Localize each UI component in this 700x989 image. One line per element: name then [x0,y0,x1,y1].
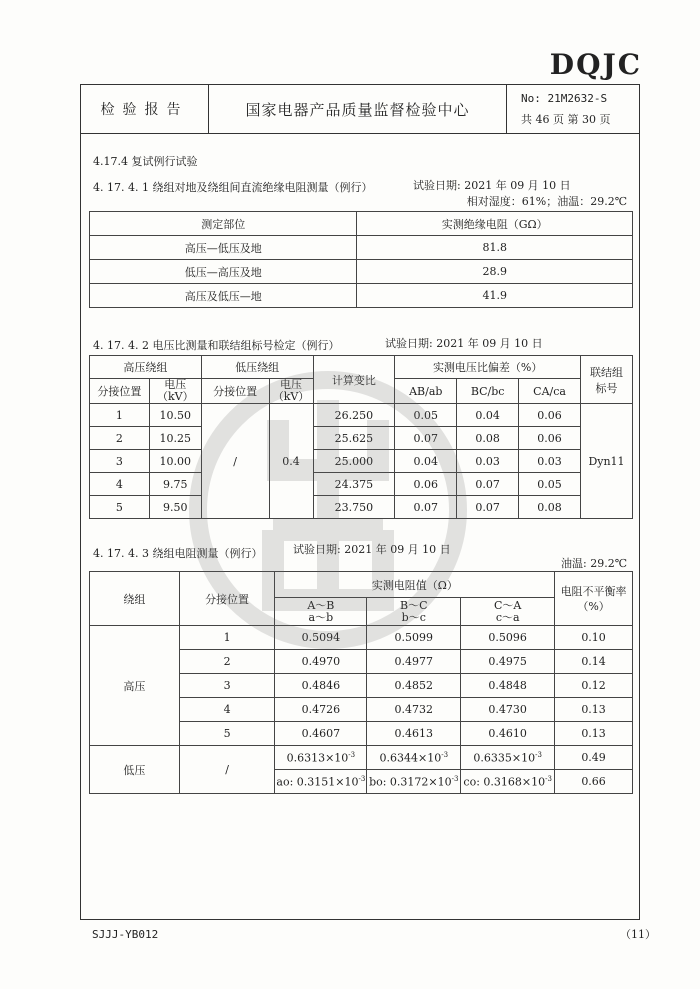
cell-volt: 9.50 [149,496,201,519]
form-number: SJJJ-YB012 [92,928,159,941]
cell-ratio: 24.375 [313,473,395,496]
cell-unbalance: 0.12 [555,674,633,698]
hv-volt-header: 电压 （kV） [149,379,201,404]
cell-unbalance: 0.49 [555,746,633,770]
cell-volt: 10.00 [149,450,201,473]
value-text: 0.6313×10 [286,751,349,765]
brand-logo-text: DQJC [549,48,642,81]
section-title: 4.17.4 复试例行试验 [93,155,198,168]
cell-ab: 0.5094 [275,626,367,650]
table-row [90,746,633,770]
cell-bc: 0.4732 [367,698,461,722]
table-row [90,427,633,450]
hv-winding-header: 高压绕组 [90,356,202,379]
s3-date: 试验日期: 2021 年 09 月 10 日 [293,543,451,556]
cell-ratio: 26.250 [313,404,395,427]
page-number: （11） [620,928,656,941]
cell-ca: 0.4848 [461,674,555,698]
value-text: 0.6344×10 [379,751,442,765]
cell-ab: 0.4726 [275,698,367,722]
cell-ratio: 25.625 [313,427,395,450]
ratio-table [89,355,633,519]
cell-unbalance: 0.13 [555,722,633,746]
cell-ca: 0.4975 [461,650,555,674]
report-number: No: 21M2632-S [521,91,608,105]
col-header-part: 测定部位 [90,212,357,236]
cell-ca: 0.06 [519,427,581,450]
lv-tap-header: 分接位置 [201,379,269,404]
ab-header: AB/ab [395,379,457,404]
lv-volt-header: 电压 （kV） [269,379,313,404]
cell-ab [275,746,367,770]
unbalance-header: 电阻不平衡率 （%） [555,572,633,626]
cell-ca: 0.05 [519,473,581,496]
cell-ca: 0.5096 [461,626,555,650]
cell-ab: 0.4846 [275,674,367,698]
cell-ca: 0.4730 [461,698,555,722]
winding-resistance-table [89,571,633,794]
cell-bc: 0.4852 [367,674,461,698]
hv-tap-header: 分接位置 [90,379,150,404]
s2-title: 4. 17. 4. 2 电压比测量和联结组标号检定（例行） [93,339,340,352]
cell-bc: 0.4613 [367,722,461,746]
lv-tap-cell: / [201,404,269,519]
value-text: bo: 0.3172×10 [369,775,452,789]
cell-ca: 0.06 [519,404,581,427]
vector-group-cell: Dyn11 [581,404,633,519]
cell-volt: 9.75 [149,473,201,496]
cell-ab: 0.04 [395,450,457,473]
cell-tap: 3 [90,450,150,473]
cell-ab: 0.07 [395,427,457,450]
ca-header: C～A c～a [461,598,555,626]
lv-volt-cell: 0.4 [269,404,313,519]
value-text: ao: 0.3151×10 [276,775,359,789]
exponent: -3 [451,774,459,783]
cell-ca: 0.03 [519,450,581,473]
vector-group-header: 联结组 标号 [581,356,633,404]
ca-header: CA/ca [519,379,581,404]
deviation-header: 实测电压比偏差（%） [395,356,581,379]
cell-bc: 0.03 [457,450,519,473]
cell-ca: 0.4610 [461,722,555,746]
cell-unbalance: 0.66 [555,770,633,794]
report-label: 检验报告 [81,85,209,133]
cell-part: 低压—高压及地 [90,260,357,284]
cell-unbalance: 0.14 [555,650,633,674]
cell-bc: 0.07 [457,496,519,519]
calc-ratio-header: 计算变比 [313,356,395,404]
value-text: co: 0.3168×10 [463,775,546,789]
table-row [90,496,633,519]
lv-winding-header: 低压绕组 [201,356,313,379]
cell-ca [461,746,555,770]
exponent: -3 [441,750,449,759]
s3-oil-temp: 油温: 29.2℃ [561,557,627,570]
ab-header: A～B a～b [275,598,367,626]
lv-tap-cell: / [179,746,275,794]
cell-bc: 0.07 [457,473,519,496]
cell-tap: 1 [179,626,275,650]
exponent: -3 [545,774,552,783]
cell-co [461,770,555,794]
cell-ratio: 23.750 [313,496,395,519]
cell-ab: 0.07 [395,496,457,519]
cell-ratio: 25.000 [313,450,395,473]
table-row [90,284,633,308]
cell-bc: 0.4977 [367,650,461,674]
cell-tap: 3 [179,674,275,698]
cell-bc [367,746,461,770]
cell-part: 高压及低压—地 [90,284,357,308]
cell-volt: 10.25 [149,427,201,450]
page-count: 共 46 页 第 30 页 [521,112,611,126]
cell-ca: 0.08 [519,496,581,519]
winding-header: 绕组 [90,572,180,626]
cell-ab: 0.4970 [275,650,367,674]
cell-bc: 0.5099 [367,626,461,650]
s2-date: 试验日期: 2021 年 09 月 10 日 [385,337,543,350]
s1-title: 4. 17. 4. 1 绕组对地及绕组间直流绝缘电阻测量（例行） [93,181,373,194]
table-row [90,473,633,496]
report-header [81,85,639,134]
cell-bo [367,770,461,794]
table-row [90,236,633,260]
cell-tap: 4 [90,473,150,496]
measured-header: 实测电阻值（Ω） [275,572,555,598]
cell-tap: 5 [90,496,150,519]
cell-value: 81.8 [357,236,633,260]
table-row [90,626,633,650]
bc-header: BC/bc [457,379,519,404]
lv-winding-cell: 低压 [90,746,180,794]
s1-conditions: 相对湿度：61%；油温：29.2℃ [466,195,627,208]
report-frame [80,84,640,920]
cell-value: 28.9 [357,260,633,284]
hv-winding-cell: 高压 [90,626,180,746]
report-meta [507,85,641,133]
bc-header: B～C b～c [367,598,461,626]
s1-date: 试验日期: 2021 年 09 月 10 日 [413,179,571,192]
cell-ab: 0.05 [395,404,457,427]
col-header-resistance: 实测绝缘电阻（GΩ） [357,212,633,236]
cell-bc: 0.08 [457,427,519,450]
exponent: -3 [348,750,356,759]
cell-bc: 0.04 [457,404,519,427]
s3-title: 4. 17. 4. 3 绕组电阻测量（例行） [93,547,263,560]
cell-unbalance: 0.13 [555,698,633,722]
cell-tap: 2 [179,650,275,674]
table-header-row [90,212,633,236]
cell-ab: 0.4607 [275,722,367,746]
center-name: 国家电器产品质量监督检验中心 [209,85,507,133]
tap-header: 分接位置 [179,572,275,626]
exponent: -3 [535,750,542,759]
cell-unbalance: 0.10 [555,626,633,650]
cell-volt: 10.50 [149,404,201,427]
table-row [90,260,633,284]
cell-tap: 1 [90,404,150,427]
insulation-table [89,211,633,308]
cell-tap: 2 [90,427,150,450]
cell-value: 41.9 [357,284,633,308]
cell-ao [275,770,367,794]
table-row [90,450,633,473]
cell-tap: 5 [179,722,275,746]
cell-ab: 0.06 [395,473,457,496]
exponent: -3 [358,774,366,783]
cell-tap: 4 [179,698,275,722]
value-text: 0.6335×10 [473,751,536,765]
table-row [90,404,633,427]
cell-part: 高压—低压及地 [90,236,357,260]
